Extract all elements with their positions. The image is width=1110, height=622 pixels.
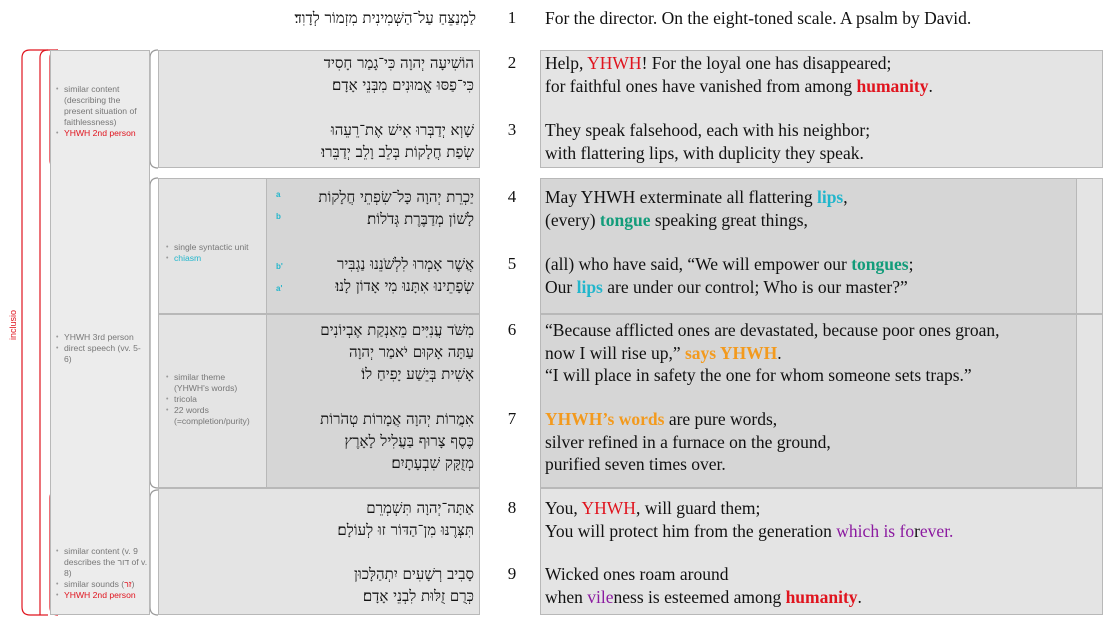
hebrew-line: סָבִיב רְשָׁעִים יִתְהַלָּכוּן [354,565,474,583]
verse-number-7: 7 [507,409,517,428]
hebrew-verse-1: לַמְנַצֵּחַ עַל־הַשְּׁמִינִית מִזְמוֹר לְדָוִד׃ [294,9,476,27]
english-verse-7: YHWH’s words are pure words, silver refined in a furnace on the ground, purified seven times over. [545,409,831,474]
note-item: • similar content (describing the present situation of faithlessness) [56,84,144,128]
hebrew-line: שְׂפָתֵינוּ אִתָּנוּ מִי אָדוֹן לָנוּ׃ [335,277,474,295]
english-verse-8: You, YHWH, will guard them; You will protect him from the generation which is forever. [545,498,954,541]
note-item: • 22 words (=completion/purity) [166,405,258,427]
hebrew-line: שָׁוְא יְדַבְּרוּ אִישׁ אֶת־רֵעֵהוּ [330,121,474,139]
verse-number-8: 8 [507,498,517,517]
hebrew-line: כִּי־פַסּוּ אֱמוּנִים מִבְּנֵי אָדָם׃ [332,76,474,94]
hebrew-line: אָשִׁית בְּיֵשַׁע יָפִיחַ לוֹ׃ [361,365,474,383]
chiasm-tag-a: a [276,190,281,199]
chiasm-tag-a-prime: a' [276,284,283,293]
verse-number-2: 2 [507,53,517,72]
hebrew-verse-9 [200,563,474,607]
hebrew-line: כֶּסֶף צָרוּף בַּעֲלִיל לָאָרֶץ [344,432,474,450]
note-item: • similar theme (YHWH's words) [166,372,258,394]
english-verse-3: They speak falsehood, each with his neighbor; with flattering lips, with duplicity they speak. [545,120,871,163]
english-verse-2: Help, YHWH! For the loyal one has disappeared; for faithful ones have vanished from among humanity. [545,53,933,96]
english-verse-1: For the director. On the eight-toned scale. A psalm by David. [545,8,972,28]
hebrew-line: אִמֲרוֹת יְהוָה אֲמָרוֹת טְהֹרוֹת [320,410,474,428]
english-verse-6: “Because afflicted ones are devastated, because poor ones groan, now I will rise up,” says YHWH. “I will place in safety the one for whom someone sets traps.” [545,320,1000,385]
note-v6-7 [166,372,258,427]
english-verse-9: Wicked ones roam around when vileness is esteemed among humanity. [545,564,862,607]
hebrew-line: יַכְרֵת יְהוָה כָּל־שִׂפְתֵי חֲלָקוֹת [318,188,474,206]
verse-number-4: 4 [507,187,517,206]
note-item: • similar sounds (זר) [56,579,148,590]
hebrew-verse-8 [200,497,474,541]
verse-number-9: 9 [507,564,517,583]
note-v4-7 [56,332,144,365]
hebrew-line: עַתָּה אָקוּם יֹאמַר יְהוָה [348,343,474,361]
inclusio-label: inclusio [8,310,18,341]
hebrew-verse-7 [270,408,474,474]
note-item: • chiasm [166,253,258,264]
note-item: • similar content (v. 9 describes the דור of v. 8) [56,546,148,579]
note-item: • YHWH 2nd person [56,128,144,139]
verse-number-6: 6 [507,320,517,339]
hebrew-line: תִּצְּרֶנּוּ מִן־הַדּוֹר זוּ לְעוֹלָם׃ [337,521,474,539]
note-item: • YHWH 2nd person [56,590,148,601]
hebrew-verse-6 [270,319,474,385]
note-item: • tricola [166,394,258,405]
english-verse-5: (all) who have said, “We will empower our tongues; Our lips are under our control; Who is our master?” [545,254,914,297]
hebrew-line: הוֹשִׁיעָה יְהוָה כִּי־גָמַר חָסִיד [323,54,474,72]
hebrew-line: אַתָּה־יְהוָה תִּשְׁמְרֵם [366,499,474,517]
hebrew-verse-4 [290,186,474,230]
english-verse-4: May YHWH exterminate all flattering lips, (every) tongue speaking great things, [545,187,848,230]
hebrew-line: אֲשֶׁר אָמְרוּ לִלְשֹׁנֵנוּ נַגְבִּיר [337,255,474,273]
note-item: • single syntactic unit [166,242,258,253]
hebrew-verse-5 [290,253,474,297]
verse-number-5: 5 [507,254,517,273]
note-item: • direct speech (vv. 5-6) [56,343,144,365]
hebrew-verse-2 [200,52,474,96]
hebrew-line: לָשׁוֹן מְדַבֶּרֶת גְּדֹלוֹת׃ [367,210,474,228]
hebrew-line: מְזֻקָּק שִׁבְעָתָיִם׃ [391,454,474,472]
note-v8-9 [56,546,148,601]
hebrew-line: כְּרֻם זֻלּוּת לִבְנֵי אָדָם׃ [362,587,474,605]
hebrew-line: שְׂפַת חֲלָקוֹת בְּלֵב וָלֵב יְדַבֵּרוּ׃ [321,143,474,161]
hebrew-line: מִשֹּׁד עֲנִיִּים מֵאַנְקַת אֶבְיוֹנִים [320,321,474,339]
chiasm-tag-b-prime: b' [276,262,283,271]
verse-number-1: 1 [507,8,517,27]
hebrew-verse-3 [200,119,474,163]
note-v2-3 [56,84,144,139]
verse-number-3: 3 [507,120,517,139]
note-v4-5 [166,242,258,264]
chiasm-tag-b: b [276,212,281,221]
note-item: • YHWH 3rd person [56,332,144,343]
